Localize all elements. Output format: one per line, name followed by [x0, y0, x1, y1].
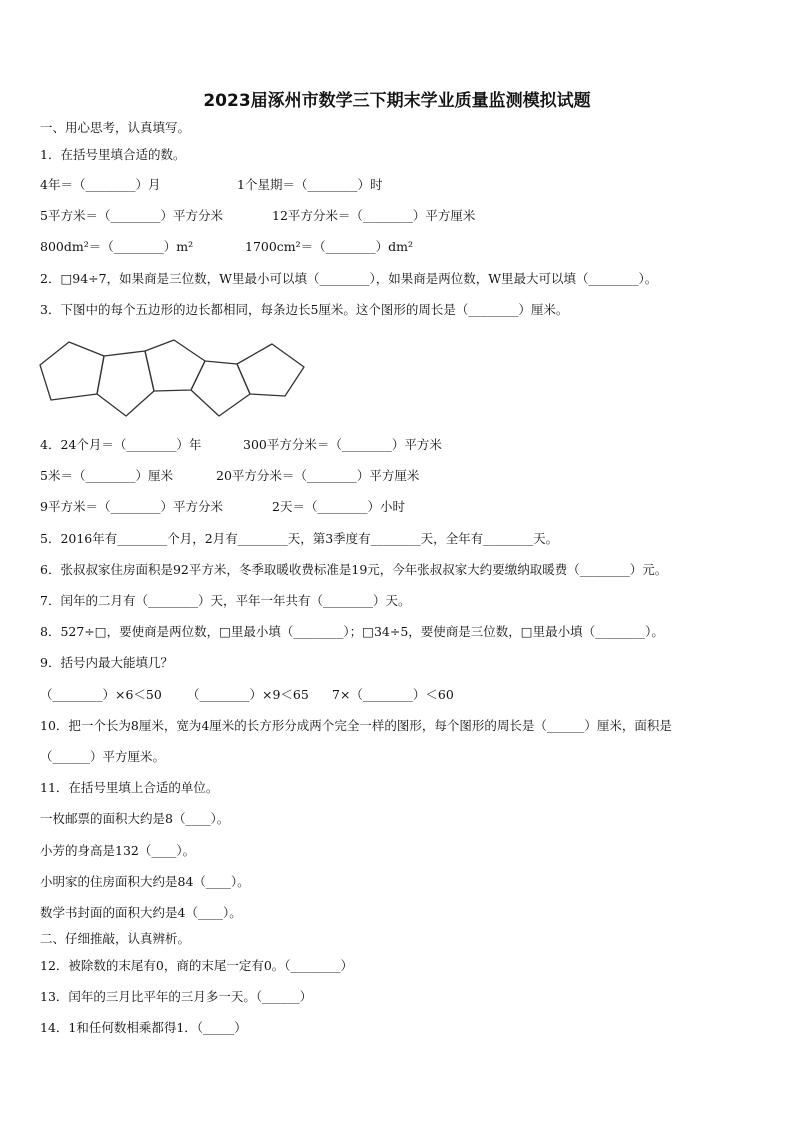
page-title: 2023届涿州市数学三下期末学业质量监测模拟试题 — [203, 91, 591, 111]
section-1-heading: 一、用心思考，认真填写。 — [40, 120, 191, 135]
pentagon-chain-figure — [36, 336, 308, 420]
question-14: 14．1和任何数相乘都得1．（_____） — [40, 1020, 247, 1035]
question-4-row-a: 4．24个月＝（________）年 300平方分米＝（________）平方米 — [40, 437, 442, 452]
question-1-row-b: 5平方米＝（________）平方分米 12平方分米＝（________）平方厘米 — [40, 208, 476, 223]
question-10-line-1: 10．把一个长为8厘米，宽为4厘米的长方形分成两个完全一样的图形，每个图形的周长是（______）厘米，面积是 — [40, 718, 672, 733]
question-9-row: （________）×6＜50 （________）×9＜65 7×（________）＜60 — [40, 687, 454, 702]
question-9: 9．括号内最大能填几？ — [40, 655, 173, 670]
question-10-line-2: （______）平方厘米。 — [40, 749, 166, 764]
question-4-row-b: 5米＝（________）厘米 20平方分米＝（________）平方厘米 — [40, 468, 420, 483]
question-1-row-c: 800dm²＝（________）m² 1700cm²＝（________）dm² — [40, 239, 414, 254]
question-6: 6．张叔叔家住房面积是92平方米，冬季取暖收费标准是19元，今年张叔叔家大约要缴纳取暖费（________）元。 — [40, 562, 668, 577]
question-11-item-c: 小明家的住房面积大约是84（____）。 — [40, 874, 250, 889]
question-2: 2．□94÷7，如果商是三位数，W里最小可以填（________），如果商是两位数，W里最大可以填（________）。 — [40, 271, 658, 286]
question-11-item-b: 小芳的身高是132（____）。 — [40, 843, 196, 858]
question-4-row-c: 9平方米＝（________）平方分米 2天＝（________）小时 — [40, 499, 405, 514]
question-7: 7．闰年的二月有（________）天，平年一年共有（________）天。 — [40, 593, 411, 608]
question-13: 13．闰年的三月比平年的三月多一天。（______） — [40, 989, 313, 1004]
question-12: 12．被除数的末尾有0，商的末尾一定有0。（________） — [40, 958, 354, 973]
section-2-heading: 二、仔细推敲，认真辨析。 — [40, 931, 191, 946]
question-11-item-d: 数学书封面的面积大约是4（____）。 — [40, 905, 242, 920]
question-8: 8．527÷□，要使商是两位数，□里最小填（________）；□34÷5，要使商是三位数，□里最小填（________）。 — [40, 624, 664, 639]
question-3: 3．下图中的每个五边形的边长都相同，每条边长5厘米。这个图形的周长是（________）厘米。 — [40, 302, 569, 317]
question-1-row-a: 4年＝（________）月 1个星期＝（________）时 — [40, 177, 383, 192]
question-11-item-a: 一枚邮票的面积大约是8（____）。 — [40, 811, 230, 826]
question-5: 5．2016年有________个月，2月有________天，第3季度有________天，全年有________天。 — [40, 531, 559, 546]
question-1: 1．在括号里填合适的数。 — [40, 147, 186, 162]
question-11: 11．在括号里填上合适的单位。 — [40, 780, 219, 795]
